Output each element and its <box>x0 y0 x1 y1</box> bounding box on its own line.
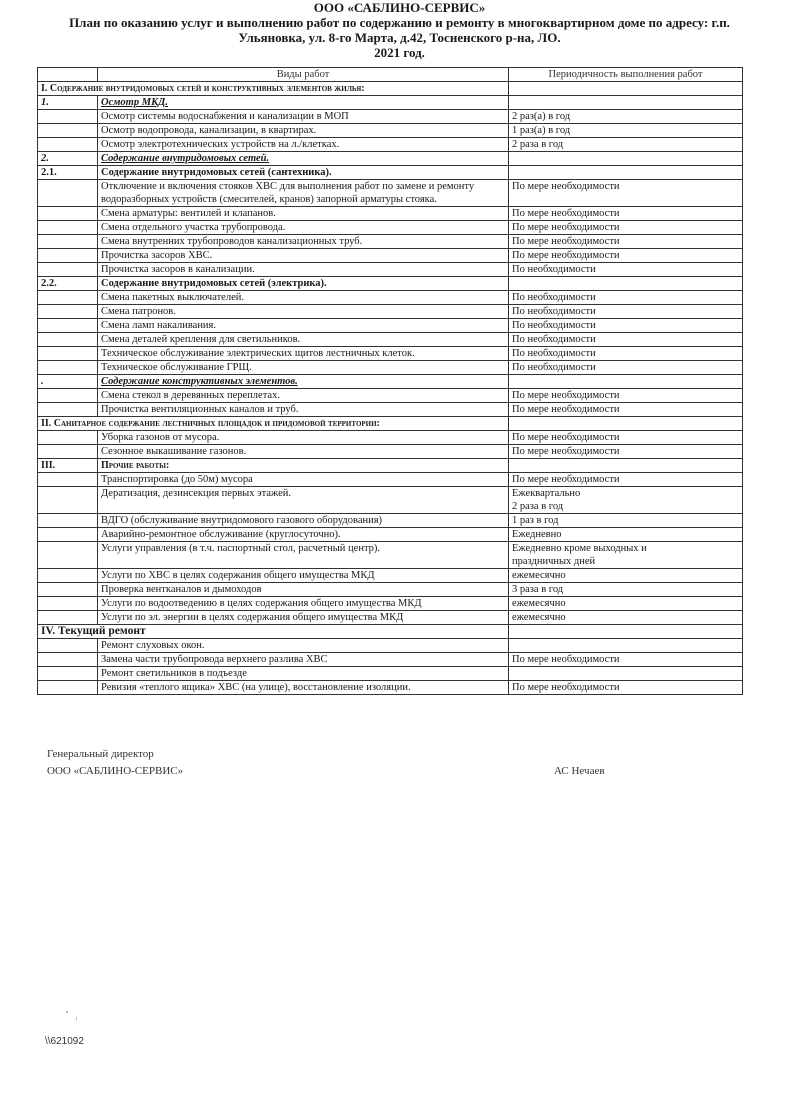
item-number <box>38 611 98 625</box>
work-description: Прочистка засоров в канализации. <box>98 263 509 277</box>
table-row <box>38 221 743 235</box>
period-cell: По мере необходимости <box>509 249 743 263</box>
work-description: Смена ламп накаливания. <box>98 319 509 333</box>
table-row <box>38 291 743 305</box>
item-number <box>38 305 98 319</box>
work-plan-table <box>37 67 743 695</box>
period-cell <box>509 625 743 639</box>
period-cell <box>509 375 743 389</box>
item-number <box>38 445 98 459</box>
period-cell: ежемесячно <box>509 611 743 625</box>
work-description: Отключение и включения стояков ХВС для выполнения работ по замене и ремонту водоразборных устройств (смесителей, кранов) запорной арматуры стояка. <box>98 180 509 207</box>
subsection-row <box>38 96 743 110</box>
subsection-row <box>38 152 743 166</box>
period-cell: По мере необходимости <box>509 653 743 667</box>
table-row <box>38 263 743 277</box>
table-row <box>38 597 743 611</box>
subsection-row <box>38 277 743 291</box>
column-header-work-types: Виды работ <box>98 68 509 82</box>
period-cell: Ежеквартально 2 раза в год <box>509 487 743 514</box>
section-header-row <box>38 82 743 96</box>
table-row <box>38 542 743 569</box>
work-description: Сезонное выкашивание газонов. <box>98 445 509 459</box>
table-row <box>38 124 743 138</box>
item-number: 2.2. <box>38 277 98 291</box>
item-number <box>38 207 98 221</box>
work-description: Транспортировка (до 50м) мусора <box>98 473 509 487</box>
table-row <box>38 431 743 445</box>
item-number <box>38 235 98 249</box>
item-number <box>38 110 98 124</box>
work-description: Смена внутренних трубопроводов канализационных труб. <box>98 235 509 249</box>
work-description: Замена части трубопровода верхнего разлива ХВС <box>98 653 509 667</box>
item-number <box>38 389 98 403</box>
work-description: Смена арматуры: вентилей и клапанов. <box>98 207 509 221</box>
subsection-title: Прочие работы: <box>98 459 509 473</box>
period-cell: ежемесячно <box>509 597 743 611</box>
period-cell: По мере необходимости <box>509 445 743 459</box>
table-row <box>38 611 743 625</box>
table-row <box>38 639 743 653</box>
title-line-2: Ульяновка, ул. 8-го Марта, д.42, Тосненского р-на, ЛО. <box>238 30 561 45</box>
period-cell: По мере необходимости <box>509 235 743 249</box>
work-description: ВДГО (обслуживание внутридомового газового оборудования) <box>98 514 509 528</box>
subsection-row <box>38 375 743 389</box>
table-row <box>38 403 743 417</box>
period-cell: По необходимости <box>509 263 743 277</box>
item-number <box>38 361 98 375</box>
subsection-title: Содержание внутридомовых сетей. <box>98 152 509 166</box>
subsection-title: Содержание внутридомовых сетей (сантехника). <box>98 166 509 180</box>
period-cell: 3 раза в год <box>509 583 743 597</box>
table-row <box>38 235 743 249</box>
work-description: Услуги по эл. энергии в целях содержания общего имущества МКД <box>98 611 509 625</box>
item-number <box>38 263 98 277</box>
item-number <box>38 514 98 528</box>
table-row <box>38 473 743 487</box>
item-number <box>38 291 98 305</box>
work-description: Уборка газонов от мусора. <box>98 431 509 445</box>
item-number <box>38 528 98 542</box>
table-body <box>38 82 743 695</box>
table-row <box>38 319 743 333</box>
subsection-title: Содержание внутридомовых сетей (электрика). <box>98 277 509 291</box>
table-row <box>38 333 743 347</box>
period-cell: Ежедневно кроме выходных и праздничных дней <box>509 542 743 569</box>
table-row <box>38 249 743 263</box>
period-cell: 1 раз в год <box>509 514 743 528</box>
table-row <box>38 361 743 375</box>
period-cell <box>509 96 743 110</box>
period-cell: По необходимости <box>509 305 743 319</box>
item-number <box>38 124 98 138</box>
table-row <box>38 305 743 319</box>
item-number <box>38 319 98 333</box>
work-description: Прочистка засоров ХВС. <box>98 249 509 263</box>
table-row <box>38 569 743 583</box>
item-number <box>38 583 98 597</box>
column-header-periodicity: Периодичность выполнения работ <box>509 68 743 82</box>
period-cell <box>509 667 743 681</box>
subsection-title: Осмотр МКД. <box>98 96 509 110</box>
period-cell <box>509 277 743 291</box>
work-description: Осмотр водопровода, канализации, в квартирах. <box>98 124 509 138</box>
item-number <box>38 639 98 653</box>
item-number <box>38 333 98 347</box>
work-description: Смена отдельного участка трубопровода. <box>98 221 509 235</box>
section-header-row <box>38 625 743 639</box>
column-header-number <box>38 68 98 82</box>
table-row <box>38 667 743 681</box>
signatory-company: ООО «САБЛИНО-СЕРВИС» <box>47 765 184 777</box>
period-cell: По необходимости <box>509 319 743 333</box>
table-header-row <box>38 68 743 82</box>
work-description: Ремонт слуховых окон. <box>98 639 509 653</box>
work-description: Прочистка вентиляционных каналов и труб. <box>98 403 509 417</box>
period-cell: По мере необходимости <box>509 180 743 207</box>
subsection-row <box>38 166 743 180</box>
table-row <box>38 681 743 695</box>
item-number <box>38 138 98 152</box>
table-row <box>38 583 743 597</box>
table-row <box>38 445 743 459</box>
table-row <box>38 180 743 207</box>
item-number <box>38 487 98 514</box>
period-cell <box>509 417 743 431</box>
table-row <box>38 389 743 403</box>
period-cell <box>509 152 743 166</box>
table-row <box>38 514 743 528</box>
item-number <box>38 542 98 569</box>
table-row <box>38 110 743 124</box>
signatory-name: АС Нечаев <box>554 765 605 777</box>
period-cell: 2 раза в год <box>509 138 743 152</box>
work-description: Техническое обслуживание электрических щитов лестничных клеток. <box>98 347 509 361</box>
item-number <box>38 597 98 611</box>
work-description: Ремонт светильников в подъезде <box>98 667 509 681</box>
item-number <box>38 569 98 583</box>
period-cell: По необходимости <box>509 347 743 361</box>
period-cell: По мере необходимости <box>509 389 743 403</box>
table-row <box>38 487 743 514</box>
item-number <box>38 221 98 235</box>
work-description: Услуги по ХВС в целях содержания общего имущества МКД <box>98 569 509 583</box>
item-number <box>38 403 98 417</box>
section-title: II. Санитарное содержание лестничных площадок и придомовой территории: <box>38 417 509 431</box>
period-cell: По необходимости <box>509 333 743 347</box>
item-number <box>38 249 98 263</box>
section-header-row <box>38 417 743 431</box>
period-cell: По мере необходимости <box>509 681 743 695</box>
item-number: 2. <box>38 152 98 166</box>
period-cell: По мере необходимости <box>509 403 743 417</box>
item-number <box>38 653 98 667</box>
work-description: Услуги по водоотведению в целях содержания общего имущества МКД <box>98 597 509 611</box>
work-description: Осмотр системы водоснабжения и канализации в МОП <box>98 110 509 124</box>
company-name: ООО «САБЛИНО-СЕРВИС» <box>313 0 486 15</box>
item-number <box>38 431 98 445</box>
work-description: Услуги управления (в т.ч. паспортный стол, расчетный центр). <box>98 542 509 569</box>
period-cell <box>509 459 743 473</box>
title-line-1: План по оказанию услуг и выполнению работ по содержанию и ремонту в многоквартирном доме по адресу: г.п. <box>69 15 730 30</box>
work-description: Техническое обслуживание ГРЩ. <box>98 361 509 375</box>
item-number <box>38 667 98 681</box>
period-cell: По мере необходимости <box>509 221 743 235</box>
period-cell: По мере необходимости <box>509 431 743 445</box>
table-row <box>38 138 743 152</box>
work-description: Осмотр электротехнических устройств на л./клетках. <box>98 138 509 152</box>
item-number: 1. <box>38 96 98 110</box>
item-number <box>38 473 98 487</box>
document-header <box>0 0 799 60</box>
section-title: I. Содержание внутридомовых сетей и конструктивных элементов жилья: <box>38 82 509 96</box>
subsection-title: Содержание конструктивных элементов. <box>98 375 509 389</box>
subsection-row <box>38 459 743 473</box>
item-number <box>38 347 98 361</box>
period-cell <box>509 82 743 96</box>
table-row <box>38 528 743 542</box>
work-description: Ревизия «теплого ящика» ХВС (на улице), восстановление изоляции. <box>98 681 509 695</box>
period-cell: По необходимости <box>509 291 743 305</box>
work-description: Проверка вентканалов и дымоходов <box>98 583 509 597</box>
period-cell <box>509 639 743 653</box>
period-cell <box>509 166 743 180</box>
item-number: . <box>38 375 98 389</box>
item-number <box>38 681 98 695</box>
signature-block <box>47 746 183 780</box>
work-description: Смена деталей крепления для светильников. <box>98 333 509 347</box>
period-cell: 2 раз(а) в год <box>509 110 743 124</box>
section-title: IV. Текущий ремонт <box>38 625 509 639</box>
period-cell: По мере необходимости <box>509 473 743 487</box>
work-description: Смена стекол в деревянных переплетах. <box>98 389 509 403</box>
scan-speck <box>66 1011 68 1013</box>
period-cell: По мере необходимости <box>509 207 743 221</box>
period-cell: Ежедневно <box>509 528 743 542</box>
period-cell: ежемесячно <box>509 569 743 583</box>
table-row <box>38 347 743 361</box>
item-number <box>38 180 98 207</box>
period-cell: 1 раз(а) в год <box>509 124 743 138</box>
table-row <box>38 653 743 667</box>
document-year: 2021 год. <box>374 45 425 60</box>
work-description: Дератизация, дезинсекция первых этажей. <box>98 487 509 514</box>
document-id: \\621092 <box>45 1036 84 1047</box>
work-description: Смена патронов. <box>98 305 509 319</box>
work-description: Аварийно-ремонтное обслуживание (круглосуточно). <box>98 528 509 542</box>
signatory-position: Генеральный директор <box>47 748 154 760</box>
item-number: III. <box>38 459 98 473</box>
scan-speck <box>76 1017 77 1020</box>
work-description: Смена пакетных выключателей. <box>98 291 509 305</box>
item-number: 2.1. <box>38 166 98 180</box>
period-cell: По необходимости <box>509 361 743 375</box>
table-row <box>38 207 743 221</box>
